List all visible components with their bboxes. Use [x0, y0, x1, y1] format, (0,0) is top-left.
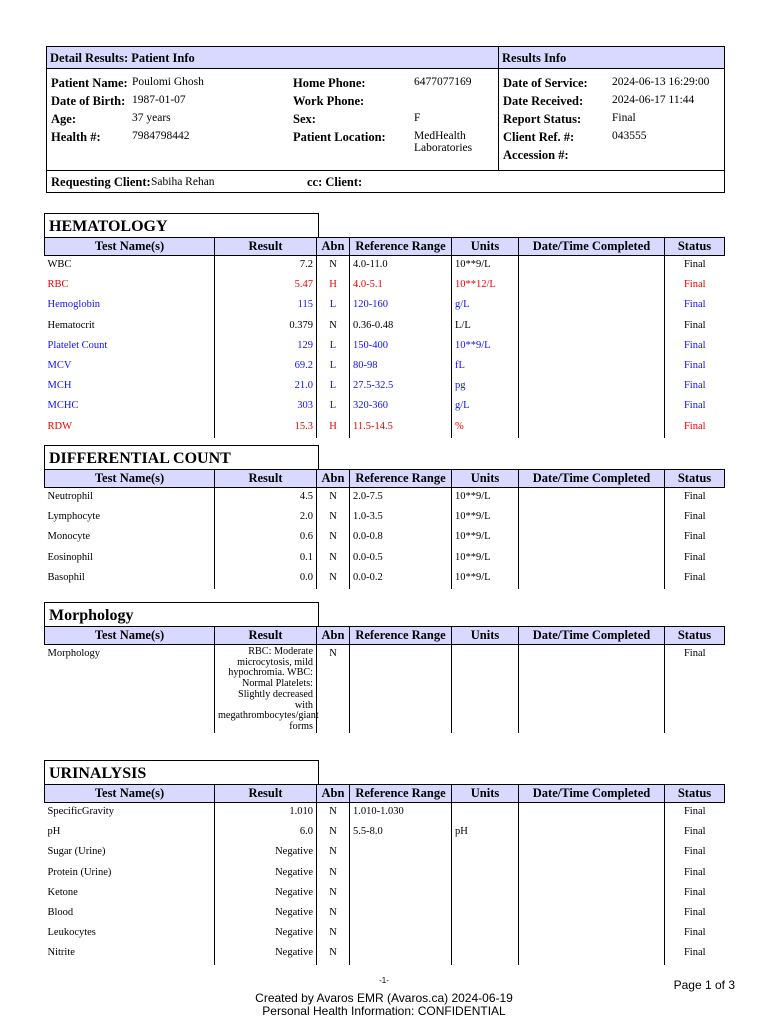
differential-table [44, 469, 725, 589]
test-name-cell: Hematocrit [47, 319, 95, 331]
date-completed-cell [519, 864, 665, 884]
date-completed-cell [519, 884, 665, 904]
abn-cell: H [317, 276, 350, 296]
table-row [45, 803, 725, 824]
result-cell: 303 [215, 397, 317, 417]
reference-range-cell: 1.010-1.030 [350, 803, 452, 824]
reference-range-cell [350, 904, 452, 924]
table-row [45, 337, 725, 357]
reference-range-cell: 320-360 [350, 397, 452, 417]
section-title: Morphology [49, 607, 134, 624]
date-completed-cell [519, 645, 665, 733]
column-header: Test Name(s) [45, 470, 215, 488]
table-row [45, 418, 725, 438]
patient-location-value-line2: Laboratories [414, 142, 473, 154]
table-row [45, 488, 725, 509]
status-cell: Final [665, 823, 725, 843]
health-number-label: Health #: [51, 130, 101, 144]
test-name-cell: Monocyte [47, 531, 91, 543]
section-title-box [44, 445, 319, 470]
test-name-cell: Neutrophil [47, 491, 93, 502]
date-received-value: 2024-06-17 11:44 [612, 94, 695, 106]
reference-range-cell: 4.0-11.0 [350, 256, 452, 277]
table-row [45, 904, 725, 924]
column-header: Status [665, 470, 725, 488]
units-cell: 10**9/L [452, 569, 519, 589]
table-row [45, 317, 725, 337]
reference-range-cell [350, 924, 452, 944]
column-header: Reference Range [350, 627, 452, 645]
table-row [45, 944, 725, 964]
abn-cell: L [317, 397, 350, 417]
dob-label: Date of Birth: [51, 94, 126, 108]
result-cell: Negative [215, 843, 317, 863]
reference-range-cell: 2.0-7.5 [350, 488, 452, 509]
column-header: Reference Range [350, 238, 452, 256]
date-completed-cell [519, 904, 665, 924]
units-cell: L/L [452, 317, 519, 337]
abn-cell: L [317, 337, 350, 357]
units-cell: 10**9/L [452, 549, 519, 569]
status-cell: Final [665, 418, 725, 438]
results-info-band [499, 47, 724, 69]
units-cell [452, 645, 519, 733]
test-name-cell: Eosinophil [47, 551, 94, 563]
reference-range-cell: 5.5-8.0 [350, 823, 452, 843]
date-completed-cell [519, 843, 665, 863]
units-cell: pH [452, 823, 519, 843]
test-name-cell: pH [47, 826, 61, 838]
date-completed-cell [519, 569, 665, 589]
report-status-label: Report Status: [503, 112, 582, 126]
status-cell: Final [665, 337, 725, 357]
divider [47, 170, 724, 171]
test-name-cell: Basophil [47, 571, 85, 583]
table-row [45, 924, 725, 944]
column-header: Abn [317, 627, 350, 645]
column-header: Test Name(s) [45, 238, 215, 256]
column-header: Units [452, 627, 519, 645]
table-row [45, 256, 725, 277]
patient-location-value: MedHealth [414, 130, 466, 142]
patient-name-label: Patient Name: [51, 76, 128, 90]
result-cell: 129 [215, 337, 317, 357]
date-of-service-label: Date of Service: [503, 76, 588, 90]
status-cell: Final [665, 924, 725, 944]
units-cell: fL [452, 357, 519, 377]
column-header: Abn [317, 785, 350, 803]
age-value: 37 years [132, 112, 171, 124]
status-cell: Final [665, 317, 725, 337]
abn-cell: N [317, 549, 350, 569]
test-name-cell: Sugar (Urine) [47, 846, 106, 858]
column-header: Status [665, 627, 725, 645]
abn-cell: N [317, 317, 350, 337]
table-row [45, 549, 725, 569]
results-info-heading: Results Info [502, 51, 567, 65]
result-cell: Negative [215, 904, 317, 924]
units-cell [452, 904, 519, 924]
morphology-table [44, 626, 725, 733]
test-name-cell: Ketone [47, 886, 78, 898]
test-name-cell: Blood [47, 906, 74, 918]
column-header: Result [215, 627, 317, 645]
column-header: Result [215, 470, 317, 488]
abn-cell: H [317, 418, 350, 438]
table-row [45, 864, 725, 884]
table-row [45, 843, 725, 863]
table-row [45, 884, 725, 904]
date-completed-cell [519, 823, 665, 843]
result-cell: 15.3 [215, 418, 317, 438]
date-completed-cell [519, 924, 665, 944]
result-cell: 69.2 [215, 357, 317, 377]
client-ref-value: 043555 [612, 130, 647, 142]
date-completed-cell [519, 357, 665, 377]
date-completed-cell [519, 528, 665, 548]
units-cell: 10**9/L [452, 256, 519, 277]
requesting-client-label: Requesting Client: [51, 175, 151, 189]
abn-cell: L [317, 357, 350, 377]
column-header: Reference Range [350, 785, 452, 803]
reference-range-cell [350, 645, 452, 733]
section-title-box [44, 213, 319, 238]
age-label: Age: [51, 112, 76, 126]
health-number-value: 7984798442 [132, 130, 190, 142]
status-cell: Final [665, 508, 725, 528]
column-header: Result [215, 238, 317, 256]
column-header: Units [452, 785, 519, 803]
date-completed-cell [519, 377, 665, 397]
result-cell: 6.0 [215, 823, 317, 843]
units-cell: % [452, 418, 519, 438]
section-title: HEMATOLOGY [49, 218, 168, 235]
patient-location-label: Patient Location: [293, 130, 386, 144]
table-row [45, 377, 725, 397]
test-name-cell: MCV [47, 359, 72, 371]
column-header: Test Name(s) [45, 627, 215, 645]
test-name-cell: Protein (Urine) [47, 866, 112, 878]
table-row [45, 528, 725, 548]
column-header: Abn [317, 470, 350, 488]
cc-client-label: cc: Client: [307, 175, 363, 189]
table-row [45, 645, 725, 733]
test-name-cell: Lymphocyte [47, 511, 100, 523]
page-marker: -1- [379, 976, 389, 985]
table-row [45, 296, 725, 316]
status-cell: Final [665, 256, 725, 277]
requesting-client-value: Sabiha Rehan [151, 176, 215, 188]
column-header: Test Name(s) [45, 785, 215, 803]
result-cell: 21.0 [215, 377, 317, 397]
status-cell: Final [665, 488, 725, 509]
table-row [45, 508, 725, 528]
result-cell: Negative [215, 924, 317, 944]
abn-cell: N [317, 569, 350, 589]
reference-range-cell: 1.0-3.5 [350, 508, 452, 528]
date-completed-cell [519, 418, 665, 438]
test-name-cell: Leukocytes [47, 927, 96, 939]
reference-range-cell [350, 884, 452, 904]
abn-cell: N [317, 488, 350, 509]
abn-cell: N [317, 904, 350, 924]
result-cell: 0.6 [215, 528, 317, 548]
status-cell: Final [665, 645, 725, 733]
units-cell [452, 884, 519, 904]
units-cell: 10**9/L [452, 508, 519, 528]
date-completed-cell [519, 397, 665, 417]
date-completed-cell [519, 256, 665, 277]
date-completed-cell [519, 317, 665, 337]
date-completed-cell [519, 549, 665, 569]
units-cell: g/L [452, 296, 519, 316]
divider [498, 47, 499, 171]
reference-range-cell: 0.0-0.2 [350, 569, 452, 589]
reference-range-cell: 11.5-14.5 [350, 418, 452, 438]
status-cell: Final [665, 528, 725, 548]
table-row [45, 569, 725, 589]
test-name-cell: MCHC [47, 400, 79, 412]
sex-label: Sex: [293, 112, 316, 126]
result-cell: 4.5 [215, 488, 317, 509]
abn-cell: L [317, 377, 350, 397]
status-cell: Final [665, 843, 725, 863]
abn-cell: N [317, 508, 350, 528]
status-cell: Final [665, 569, 725, 589]
result-cell: 0.0 [215, 569, 317, 589]
result-cell: Negative [215, 864, 317, 884]
test-name-cell: Morphology [47, 648, 100, 659]
table-row [45, 276, 725, 296]
units-cell: 10**9/L [452, 528, 519, 548]
column-header: Date/Time Completed [519, 785, 665, 803]
test-name-cell: RBC [47, 279, 69, 291]
status-cell: Final [665, 864, 725, 884]
units-cell [452, 924, 519, 944]
units-cell [452, 843, 519, 863]
units-cell: pg [452, 377, 519, 397]
date-completed-cell [519, 803, 665, 824]
result-cell: Negative [215, 944, 317, 964]
result-cell: 1.010 [215, 803, 317, 824]
units-cell: 10**9/L [452, 488, 519, 509]
test-name-cell: MCH [47, 380, 72, 392]
section-title-box [44, 602, 319, 627]
page-count: Page 1 of 3 [673, 978, 735, 992]
abn-cell: N [317, 944, 350, 964]
test-name-cell: Nitrite [47, 947, 75, 959]
abn-cell: N [317, 803, 350, 824]
status-cell: Final [665, 296, 725, 316]
column-header: Date/Time Completed [519, 470, 665, 488]
units-cell [452, 944, 519, 964]
reference-range-cell: 0.0-0.5 [350, 549, 452, 569]
result-cell: 7.2 [215, 256, 317, 277]
status-cell: Final [665, 904, 725, 924]
report-status-value: Final [612, 112, 636, 124]
section-title: DIFFERENTIAL COUNT [49, 450, 231, 467]
abn-cell: N [317, 823, 350, 843]
urinalysis-table [44, 784, 725, 965]
test-name-cell: Platelet Count [47, 339, 108, 351]
column-header: Date/Time Completed [519, 627, 665, 645]
result-cell: 0.1 [215, 549, 317, 569]
result-cell: 5.47 [215, 276, 317, 296]
patient-info-band [47, 47, 498, 69]
accession-label: Accession #: [503, 148, 569, 162]
result-cell: Negative [215, 884, 317, 904]
status-cell: Final [665, 357, 725, 377]
column-header: Abn [317, 238, 350, 256]
date-completed-cell [519, 508, 665, 528]
reference-range-cell [350, 843, 452, 863]
abn-cell: N [317, 864, 350, 884]
date-completed-cell [519, 337, 665, 357]
reference-range-cell: 0.36-0.48 [350, 317, 452, 337]
work-phone-label: Work Phone: [293, 94, 365, 108]
reference-range-cell [350, 864, 452, 884]
confidential-footer: Personal Health Information: CONFIDENTIAL [262, 1004, 506, 1018]
test-name-cell: SpecificGravity [47, 806, 114, 817]
home-phone-value: 6477077169 [414, 76, 472, 88]
table-row [45, 823, 725, 843]
section-title-box [44, 760, 319, 785]
abn-cell: N [317, 528, 350, 548]
date-of-service-value: 2024-06-13 16:29:00 [612, 76, 710, 88]
column-header: Units [452, 470, 519, 488]
hematology-table [44, 237, 725, 438]
section-title: URINALYSIS [49, 765, 147, 782]
patient-name-value: Poulomi Ghosh [132, 76, 204, 88]
reference-range-cell: 150-400 [350, 337, 452, 357]
column-header: Result [215, 785, 317, 803]
units-cell: g/L [452, 397, 519, 417]
created-by-footer: Created by Avaros EMR (Avaros.ca) 2024-06-19 [255, 991, 513, 1005]
abn-cell: N [317, 256, 350, 277]
abn-cell: N [317, 645, 350, 733]
reference-range-cell [350, 944, 452, 964]
reference-range-cell: 0.0-0.8 [350, 528, 452, 548]
result-cell: 0.379 [215, 317, 317, 337]
column-header: Status [665, 785, 725, 803]
test-name-cell: Hemoglobin [47, 299, 100, 311]
reference-range-cell: 4.0-5.1 [350, 276, 452, 296]
units-cell [452, 803, 519, 824]
test-name-cell: RDW [47, 420, 72, 432]
dob-value: 1987-01-07 [132, 94, 186, 106]
date-received-label: Date Received: [503, 94, 584, 108]
status-cell: Final [665, 397, 725, 417]
sex-value: F [414, 112, 421, 124]
reference-range-cell: 80-98 [350, 357, 452, 377]
abn-cell: N [317, 884, 350, 904]
date-completed-cell [519, 488, 665, 509]
column-header: Date/Time Completed [519, 238, 665, 256]
reference-range-cell: 27.5-32.5 [350, 377, 452, 397]
status-cell: Final [665, 884, 725, 904]
abn-cell: L [317, 296, 350, 316]
patient-info-heading: Detail Results: Patient Info [50, 51, 195, 65]
column-header: Units [452, 238, 519, 256]
status-cell: Final [665, 803, 725, 824]
date-completed-cell [519, 296, 665, 316]
status-cell: Final [665, 549, 725, 569]
units-cell [452, 864, 519, 884]
date-completed-cell [519, 944, 665, 964]
result-cell: 2.0 [215, 508, 317, 528]
table-row [45, 397, 725, 417]
column-header: Status [665, 238, 725, 256]
units-cell: 10**9/L [452, 337, 519, 357]
home-phone-label: Home Phone: [293, 76, 366, 90]
reference-range-cell: 120-160 [350, 296, 452, 316]
status-cell: Final [665, 944, 725, 964]
status-cell: Final [665, 377, 725, 397]
result-cell: 115 [215, 296, 317, 316]
result-cell: RBC: Moderate microcytosis, mild hypochromia. WBC: Normal Platelets: Slightly decreased with megathrombocytes/giant forms [215, 645, 317, 733]
units-cell: 10**12/L [452, 276, 519, 296]
test-name-cell: WBC [47, 259, 72, 270]
client-ref-label: Client Ref. #: [503, 130, 575, 144]
table-row [45, 357, 725, 377]
date-completed-cell [519, 276, 665, 296]
abn-cell: N [317, 843, 350, 863]
column-header: Reference Range [350, 470, 452, 488]
status-cell: Final [665, 276, 725, 296]
patient-info-box [46, 46, 725, 193]
abn-cell: N [317, 924, 350, 944]
